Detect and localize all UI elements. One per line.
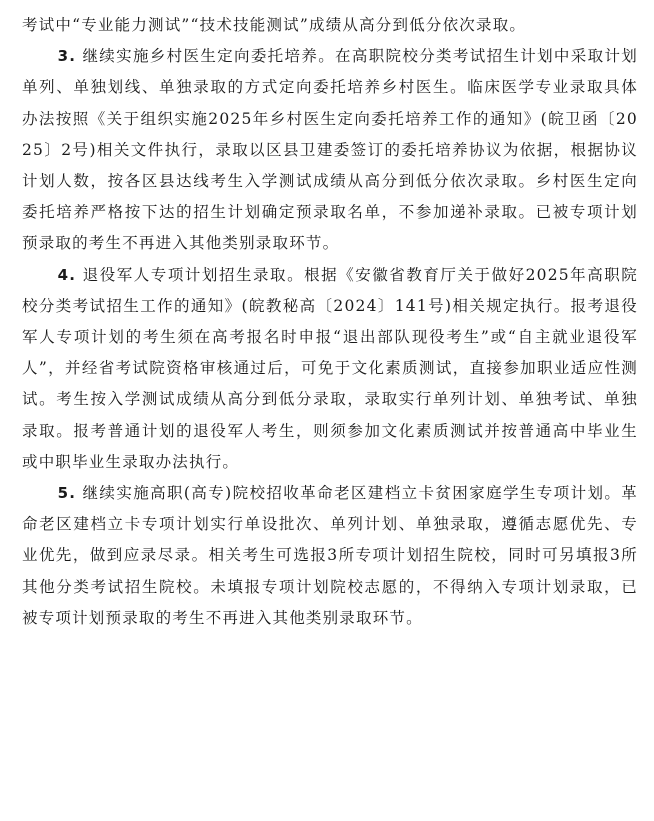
paragraph-text: 继续实施乡村医生定向委托培养。在高职院校分类考试招生计划中采取计划单列、单独划线、单独录取的方式定向委托培养乡村医生。临床医学专业录取具体办法按照《关于组织实施2025年乡村医生定向委托培养工作的通知》(皖卫函〔2025〕2号)相关文件执行，录取以区县卫建委签订的委托培养协议为依据，根据协议计划人数，按各区县达线考生入学测试成绩从高分到低分依次录取。乡村医生定向委托培养严格按下达的招生计划确定预录取名单，不参加递补录取。已被专项计划预录取的考生不再进入其他类别录取环节。 [22, 47, 638, 253]
paragraph-revolutionary-area [22, 478, 638, 634]
paragraph-veterans [22, 260, 638, 478]
paragraph-continuation [22, 10, 638, 41]
paragraph-number: 5. [57, 484, 77, 503]
paragraph-text: 退役军人专项计划招生录取。根据《安徽省教育厅关于做好2025年高职院校分类考试招生工作的通知》(皖教秘高〔2024〕141号)相关规定执行。报考退役军人专项计划的考生须在高考报名时申报“退出部队现役考生”或“自主就业退役军人”，并经省考试院资格审核通过后，可免于文化素质测试，直接参加职业适应性测试。考生按入学测试成绩从高分到低分录取，录取实行单列计划、单独考试、单独录取。报考普通计划的退役军人考生，则须参加文化素质测试并按普通高中毕业生或中职毕业生录取办法执行。 [22, 265, 638, 471]
paragraph-rural-doctor [22, 41, 638, 259]
document-body [22, 10, 638, 634]
paragraph-text: 考试中“专业能力测试”“技术技能测试”成绩从高分到低分依次录取。 [22, 16, 527, 34]
paragraph-number: 3. [57, 47, 77, 66]
paragraph-text: 继续实施高职(高专)院校招收革命老区建档立卡贫困家庭学生专项计划。革命老区建档立卡专项计划实行单设批次、单列计划、单独录取，遵循志愿优先、专业优先，做到应录尽录。相关考生可选报3所专项计划招生院校，同时可另填报3所其他分类考试招生院校。未填报专项计划院校志愿的，不得纳入专项计划录取，已被专项计划预录取的考生不再进入其他类别录取环节。 [22, 484, 638, 627]
paragraph-number: 4. [57, 265, 77, 284]
